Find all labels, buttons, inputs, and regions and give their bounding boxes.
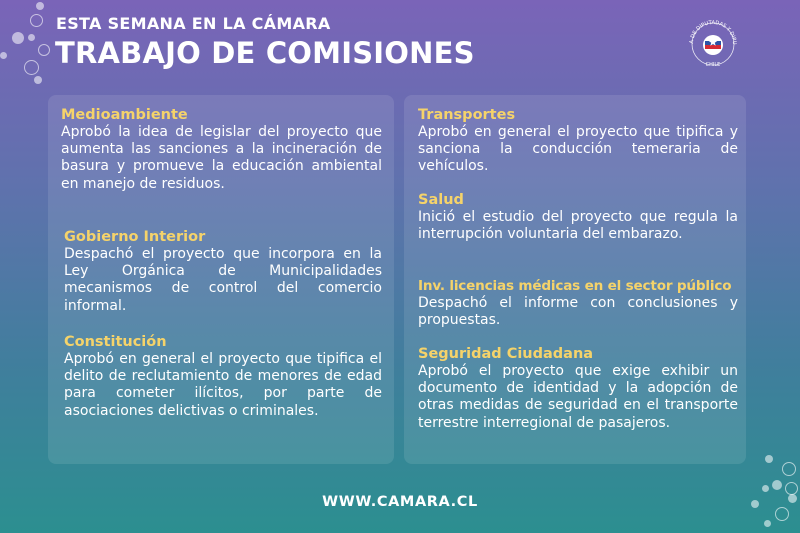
section-title: Seguridad Ciudadana <box>418 346 594 362</box>
section-seguridad-ciudadana <box>418 345 738 432</box>
section-gobierno-interior <box>64 228 382 315</box>
chamber-seal-icon <box>683 14 743 74</box>
section-body: Aprobó el proyecto que exige exhibir un documento de identidad y la adopción de otras medidas de seguridad en el transporte terrestre interregional de pasajeros. <box>418 363 738 431</box>
section-body: Aprobó la idea de legislar del proyecto que aumenta las sanciones a la incineración de basura y promueve la educación ambiental en manejo de residuos. <box>61 124 382 192</box>
section-constitucion <box>64 333 382 420</box>
section-title: Constitución <box>64 334 167 350</box>
section-body: Aprobó en general el proyecto que tipifica y sanciona la conducción temeraria de vehículos. <box>418 124 738 175</box>
section-title: Medioambiente <box>61 107 188 123</box>
page-title: TRABAJO DE COMISIONES <box>55 36 475 70</box>
section-title: Transportes <box>418 107 516 123</box>
section-body: Despachó el informe con conclusiones y propuestas. <box>418 295 738 329</box>
section-body: Inició el estudio del proyecto que regula la interrupción voluntaria del embarazo. <box>418 209 738 243</box>
section-body: Aprobó en general el proyecto que tipifica el delito de reclutamiento de menores de edad para cometer ilícitos, por parte de asociaciones delictivas o criminales. <box>64 351 382 419</box>
section-title: Gobierno Interior <box>64 229 206 245</box>
section-medioambiente <box>61 106 382 193</box>
seal-country: CHILE <box>705 62 721 68</box>
section-body: Despachó el proyecto que incorpora en la Ley Orgánica de Municipalidades mecanismos de control del comercio informal. <box>64 246 382 314</box>
seal-text: A DE DIPUTADAS Y DIPU <box>688 19 738 45</box>
section-salud <box>418 191 738 243</box>
section-title: Salud <box>418 192 464 208</box>
header-subtitle: ESTA SEMANA EN LA CÁMARA <box>56 14 331 33</box>
section-title: Inv. licencias médicas en el sector público <box>418 278 732 294</box>
website-link[interactable]: WWW.CAMARA.CL <box>322 494 478 510</box>
section-licencias-medicas <box>418 277 738 329</box>
section-transportes <box>418 106 738 176</box>
